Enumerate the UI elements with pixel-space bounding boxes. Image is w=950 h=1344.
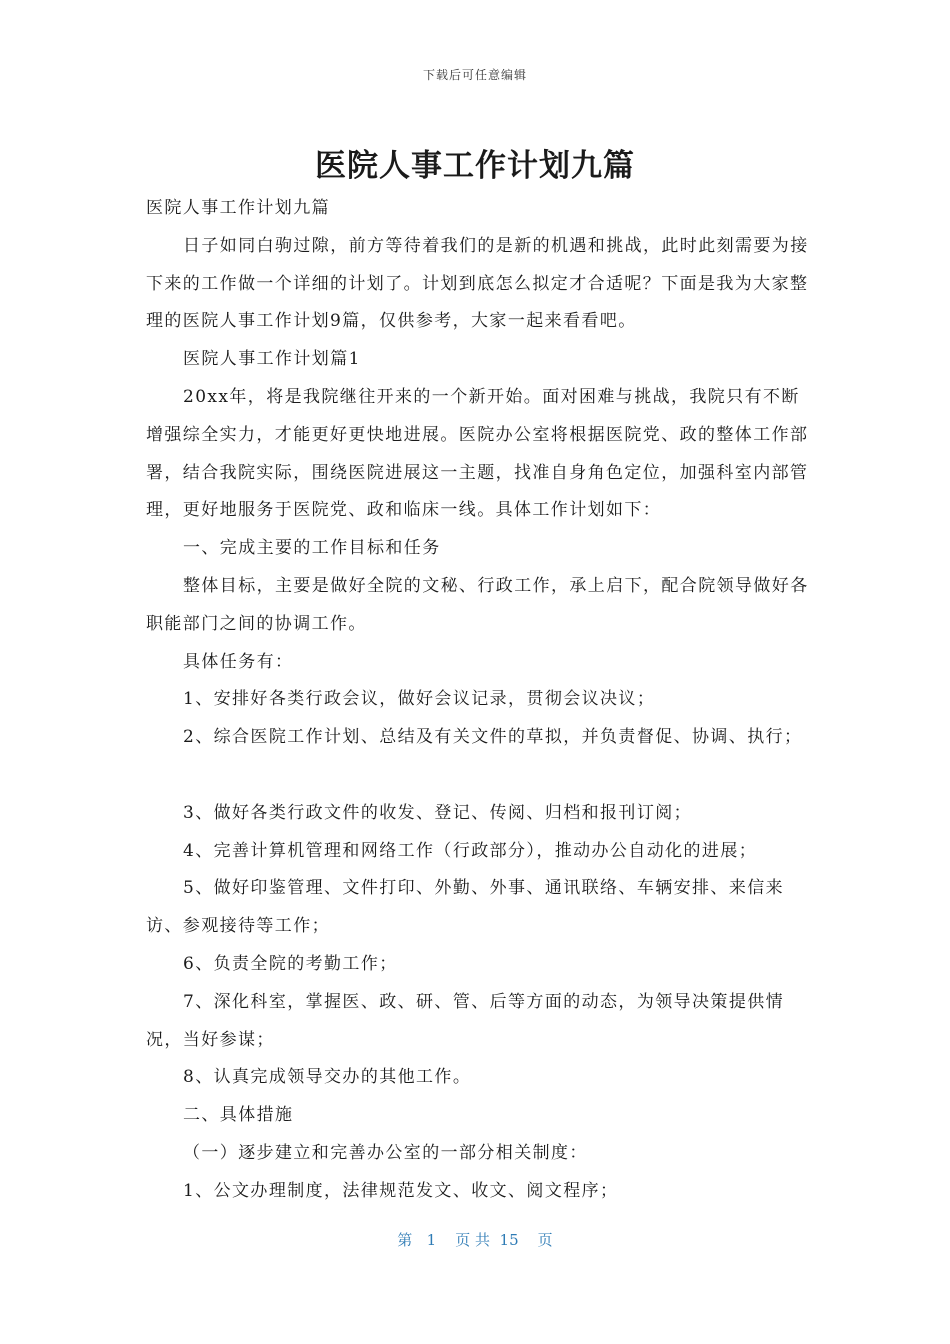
task-item: 6、负责全院的考勤工作； [183, 953, 398, 974]
heading-goals: 一、完成主要的工作目标和任务 [183, 538, 441, 559]
task-item: 3、做好各类行政文件的收发、登记、传阅、归档和报刊订阅； [183, 802, 693, 823]
task-item: 7、深化科室，掌握医、政、研、管、后等方面的动态，为领导决策提供情况，当好参谋； [146, 991, 785, 1050]
task-item: 4、完善计算机管理和网络工作（行政部分），推动办公自动化的进展； [183, 840, 758, 861]
intro-paragraph: 日子如同白驹过隙，前方等待着我们的是新的机遇和挑战，此时此刻需要为接下来的工作做一个详细的计划了。计划到底怎么拟定才合适呢？下面是我为大家整理的医院人事工作计划9篇，仅供参考，大家一起来看看吧。 [146, 235, 809, 332]
task-item: 8、认真完成领导交办的其他工作。 [183, 1067, 472, 1088]
task-item: 1、安排好各类行政会议，做好会议记录，贯彻会议决议； [183, 689, 656, 710]
page-footer: 第 1 页 共 15 页 [397, 1231, 553, 1249]
heading-measures: 二、具体措施 [183, 1105, 294, 1126]
document-subtitle: 医院人事工作计划九篇 [146, 198, 330, 218]
document-title: 医院人事工作计划九篇 [315, 148, 635, 184]
measures-item: 1、公文办理制度，法律规范发文、收文、阅文程序； [183, 1180, 619, 1201]
section-paragraph: 20xx年，将是我院继往开来的一个新开始。面对困难与挑战，我院只有不断增强综全实力，才能更好更快地进展。医院办公室将根据医院党、政的整体工作部署，结合我院实际，围绕医院进展这一主题，找准自身角色定位，加强科室内部管理，更好地服务于医院党、政和临床一线。具体工作计划如下： [146, 386, 809, 521]
section-title: 医院人事工作计划篇1 [183, 349, 361, 370]
document-body [146, 190, 816, 1211]
measures-subheading: （一）逐步建立和完善办公室的一部分相关制度： [183, 1142, 588, 1163]
header-note: 下载后可任意编辑 [422, 68, 527, 82]
paragraph-gap [146, 757, 816, 795]
goals-paragraph: 整体目标，主要是做好全院的文秘、行政工作，承上启下，配合院领导做好各职能部门之间的协调工作。 [146, 575, 809, 634]
task-item: 2、综合医院工作计划、总结及有关文件的草拟，并负责督促、协调、执行； [183, 727, 803, 748]
tasks-label: 具体任务有： [183, 651, 294, 672]
task-item: 5、做好印鉴管理、文件打印、外勤、外事、通讯联络、车辆安排、来信来访、参观接待等工作； [146, 878, 785, 937]
